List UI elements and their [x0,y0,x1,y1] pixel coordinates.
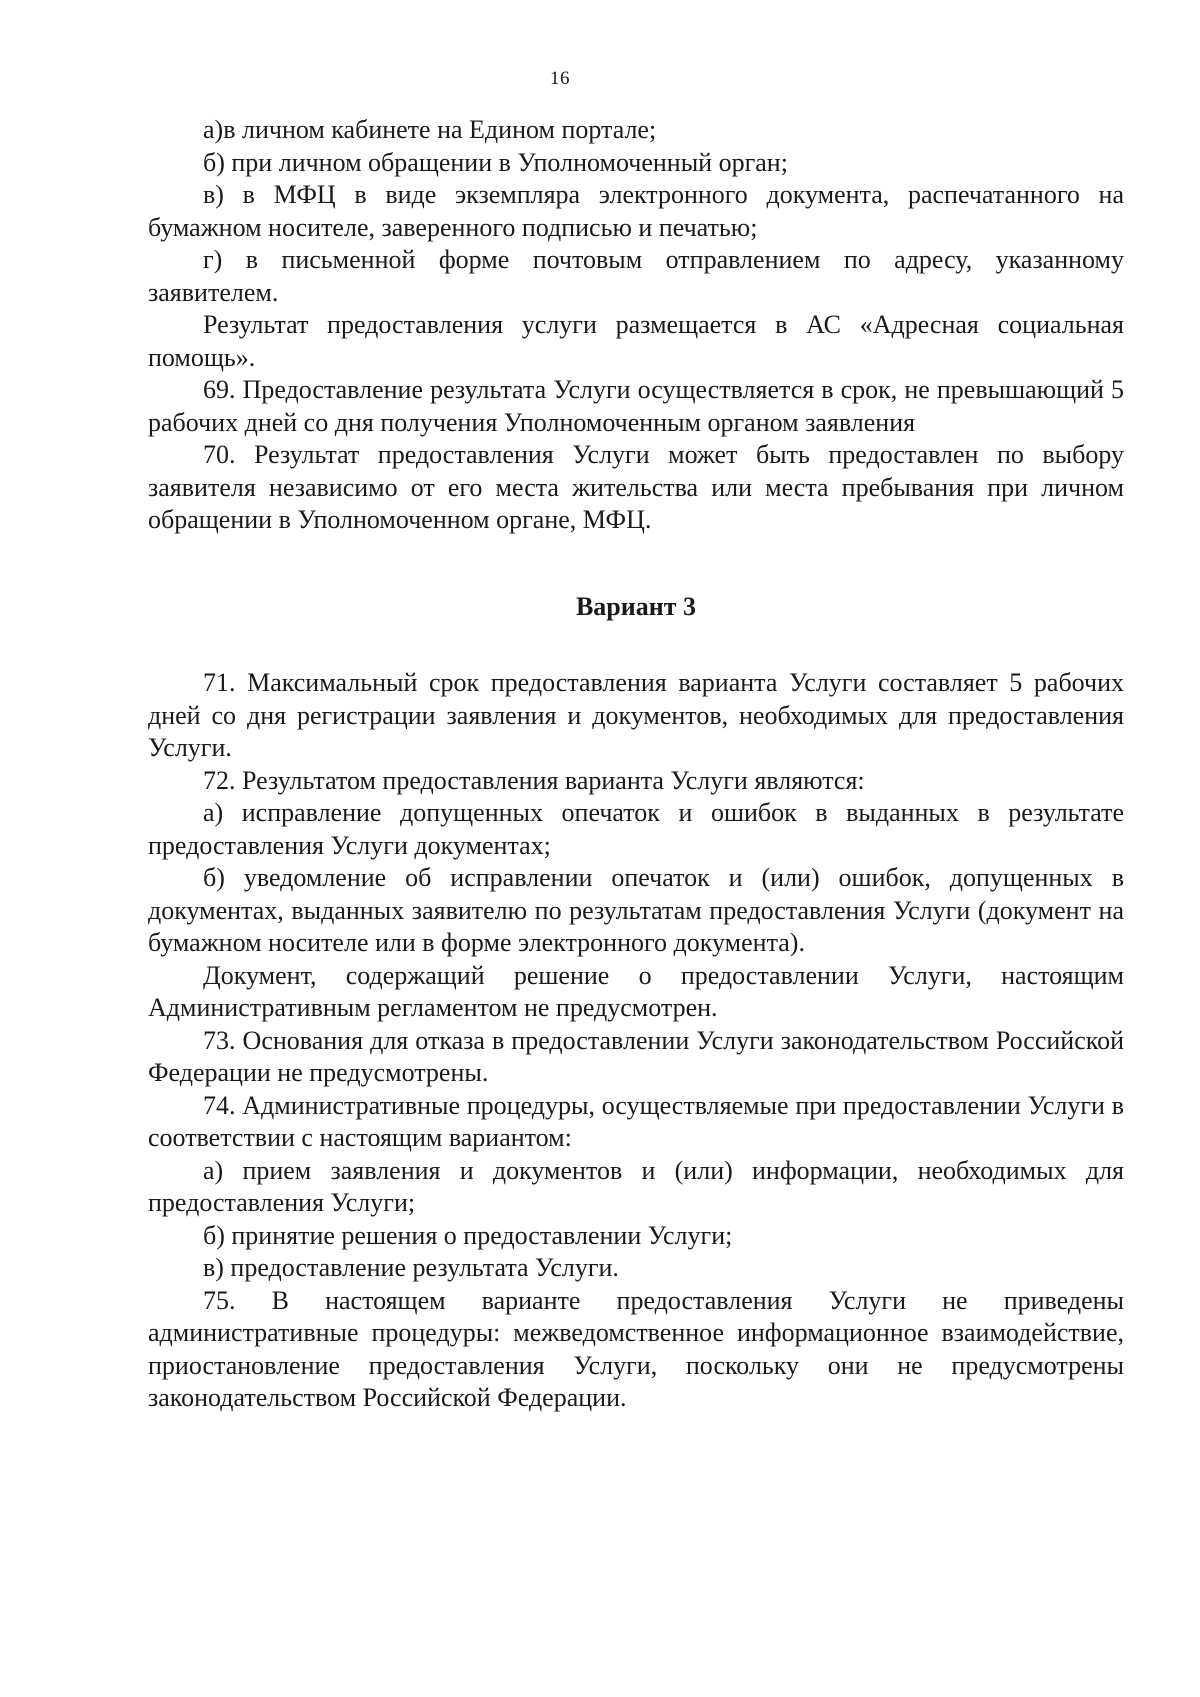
paragraph-result-method-a: а)в личном кабинете на Едином портале; [203,115,657,144]
paragraph-result-method-g: г) в письменной форме почтовым отправлением по адресу, указанному заявителем. [148,245,1124,307]
paragraph-result-method-v: в) в МФЦ в виде экземпляра электронного документа, распечатанного на бумажном носителе, заверенного подписью и печатью; [148,180,1124,242]
paragraph-72-b: б) уведомление об исправлении опечаток и (или) ошибок, допущенных в документах, выданных заявителю по результатам предоставления Услуги (документ на бумажном носителе или в форме электронного документа). [148,863,1124,957]
paragraph-result-method-b: б) при личном обращении в Уполномоченный орган; [203,147,788,177]
paragraph-72-a: а) исправление допущенных опечаток и ошибок в выданных в результате предоставления Услуги документах; [148,798,1124,860]
paragraph-69: 69. Предоставление результата Услуги осуществляется в срок, не превышающий 5 рабочих дней со дня получения Уполномоченным органом заявления [148,375,1124,437]
paragraph-70: 70. Результат предоставления Услуги может быть предоставлен по выбору заявителя независимо от его места жительства или места пребывания при личном обращении в Уполномоченном органе, МФЦ. [148,440,1124,534]
paragraph-74-b: б) принятие решения о предоставлении Услуги; [203,1220,733,1250]
paragraph-result-placement: Результат предоставления услуги размещается в АС «Адресная социальная помощь». [148,310,1124,372]
document-body [148,114,1124,1415]
paragraph-74-a: а) прием заявления и документов и (или) информации, необходимых для предоставления Услуги; [148,1155,1124,1217]
paragraph-71: 71. Максимальный срок предоставления варианта Услуги составляет 5 рабочих дней со дня регистрации заявления и документов, необходимых для предоставления Услуги. [148,668,1124,762]
paragraph-73: 73. Основания для отказа в предоставлении Услуги законодательством Российской Федерации не предусмотрены. [148,1025,1124,1087]
paragraph-decision-document: Документ, содержащий решение о предоставлении Услуги, настоящим Административным регламентом не предусмотрен. [148,960,1124,1022]
section-heading: Вариант 3 [575,591,697,621]
paragraph-72: 72. Результатом предоставления варианта Услуги являются: [203,765,865,795]
page-number: 16 [550,68,570,89]
paragraph-74-v: в) предоставление результата Услуги. [203,1253,619,1282]
paragraph-75: 75. В настоящем варианте предоставления Услуги не приведены административные процедуры: межведомственное информационное взаимодействие, приостановление предоставления Услуги, поскольку они не предусмотрены законодательством Российской Федерации. [148,1285,1124,1412]
spacer [148,623,1124,667]
spacer [148,537,1124,591]
paragraph-74: 74. Административные процедуры, осуществляемые при предоставлении Услуги в соответствии с настоящим вариантом: [148,1090,1124,1152]
